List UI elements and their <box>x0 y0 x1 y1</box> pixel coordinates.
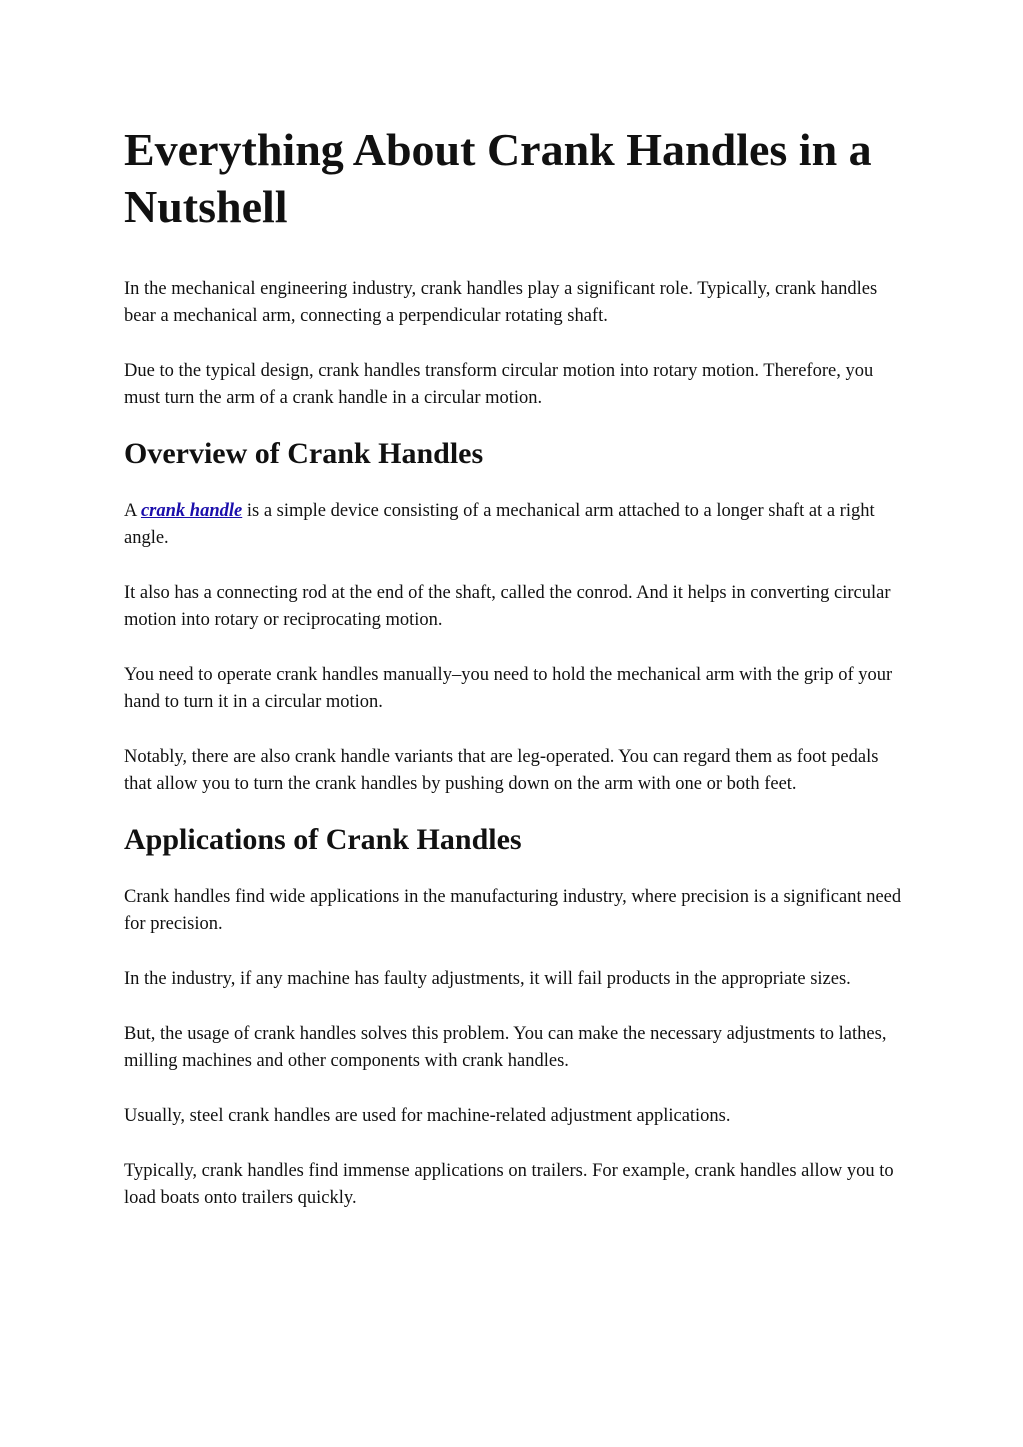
applications-paragraph-1: Crank handles find wide applications in the manufacturing industry, where precision is a significant need for precision. <box>124 887 902 934</box>
page-title: Everything About Crank Handles in a Nutshell <box>124 124 872 232</box>
intro-paragraph-1: In the mechanical engineering industry, crank handles play a significant role. Typically, crank handles bear a mechanical arm, connecting a perpendicular rotating shaft. <box>124 279 878 326</box>
section-heading-applications: Applications of Crank Handles <box>124 823 522 856</box>
applications-paragraph-4: Usually, steel crank handles are used for machine-related adjustment applications. <box>124 1106 731 1126</box>
overview-paragraph-4: Notably, there are also crank handle variants that are leg-operated. You can regard them as foot pedals that allow you to turn the crank handles by pushing down on the arm with one or both feet. <box>124 747 879 794</box>
overview-p1-suffix: is a simple device consisting of a mechanical arm attached to a longer shaft at a right angle. <box>124 501 875 548</box>
applications-paragraph-2: In the industry, if any machine has faulty adjustments, it will fail products in the appropriate sizes. <box>124 969 851 989</box>
crank-handle-link[interactable]: crank handle <box>140 501 243 521</box>
overview-paragraph-3: You need to operate crank handles manually–you need to hold the mechanical arm with the grip of your hand to turn it in a circular motion. <box>124 665 893 712</box>
intro-paragraph-2: Due to the typical design, crank handles transform circular motion into rotary motion. Therefore, you must turn the arm of a crank handle in a circular motion. <box>124 361 874 408</box>
applications-paragraph-5: Typically, crank handles find immense applications on trailers. For example, crank handles allow you to load boats onto trailers quickly. <box>124 1161 894 1208</box>
section-heading-overview: Overview of Crank Handles <box>124 437 484 470</box>
document-page <box>124 0 904 1212</box>
overview-paragraph-2: It also has a connecting rod at the end of the shaft, called the conrod. And it helps in converting circular motion into rotary or reciprocating motion. <box>124 583 891 630</box>
overview-p1-prefix: A <box>124 501 141 521</box>
applications-paragraph-3: But, the usage of crank handles solves this problem. You can make the necessary adjustments to lathes, milling machines and other components with crank handles. <box>124 1024 887 1071</box>
overview-paragraph-1 <box>124 498 904 552</box>
